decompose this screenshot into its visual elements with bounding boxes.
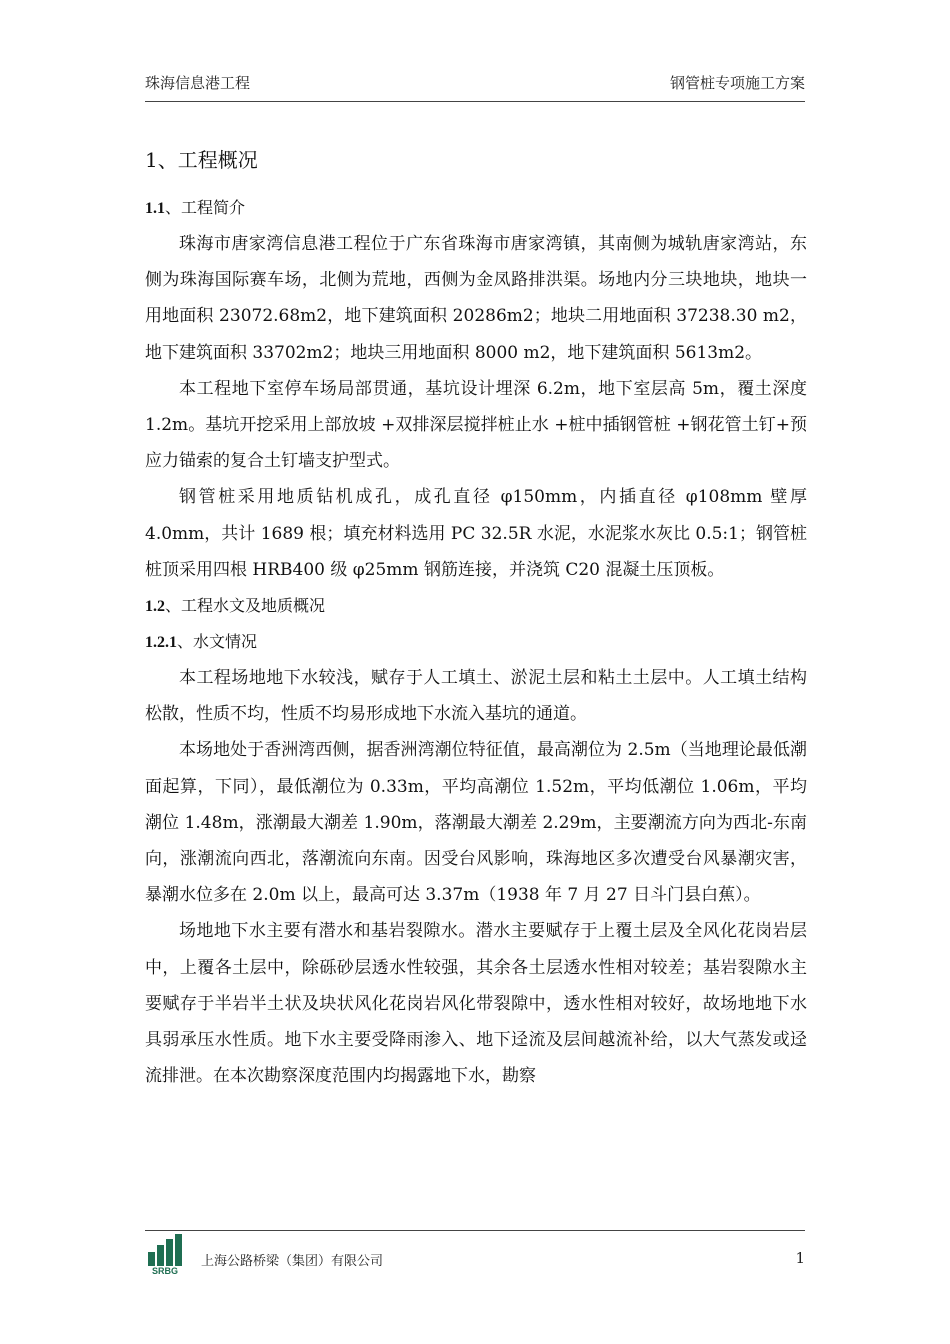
paragraph: 珠海市唐家湾信息港工程位于广东省珠海市唐家湾镇，其南侧为城轨唐家湾站，东侧为珠海国际赛车场，北侧为荒地，西侧为金凤路排洪渠。场地内分三块地块，地块一用地面积 23072.68m2，地下建筑面积 20286m2；地块二用地面积 37238.30 m2，地下建筑面积 33702m2；地块三用地面积 8000 m2，地下建筑面积 5613m2。 [145, 234, 807, 363]
page-number: 1 [795, 1249, 805, 1267]
paragraph: 本工程地下室停车场局部贯通，基坑设计埋深 6.2m，地下室层高 5m，覆土深度 1.2m。基坑开挖采用上部放坡 +双排深层搅拌桩止水 +桩中插钢管桩 +钢花管土钉+预应力锚索的复合土钉墙支护型式。 [145, 378, 807, 472]
header-divider [145, 101, 805, 102]
paragraph: 钢管桩采用地质钻机成孔，成孔直径 φ150mm，内插直径 φ108mm 壁厚 4.0mm，共计 1689 根；填充材料选用 PC 32.5R 水泥，水泥浆水灰比 0.5:1；钢管桩桩顶采用四根 HRB400 级 φ25mm 钢筋连接，并浇筑 C20 混凝土压顶板。 [145, 487, 807, 580]
footer-divider [145, 1230, 805, 1231]
paragraph: 本场地处于香洲湾西侧，据香洲湾潮位特征值，最高潮位为 2.5m（当地理论最低潮面起算，下同），最低潮位为 0.33m，平均高潮位 1.52m，平均低潮位 1.06m，平均潮位 1.48m，涨潮最大潮差 1.90m，落潮最大潮差 2.29m，主要潮流方向为西北-东南向，涨潮流向西北，落潮流向东南。因受台风影响，珠海地区多次遭受台风暴潮灾害，暴潮水位多在 2.0m 以上，最高可达 3.37m（1938 年 7 月 27 日斗门县白蕉）。 [145, 740, 807, 906]
header-project-name: 珠海信息港工程 [145, 74, 251, 92]
section-label: 、工程简介 [165, 198, 246, 217]
section-number: 1.2 [145, 598, 165, 616]
header-document-title: 钢管桩专项施工方案 [669, 74, 805, 92]
section-label: 、工程水文及地质概况 [165, 596, 326, 616]
paragraph: 本工程场地地下水较浅，赋存于人工填土、淤泥土层和粘土土层中。人工填土结构松散，性质不均，性质不均易形成地下水流入基坑的通道。 [145, 668, 807, 725]
footer-company-name: 上海公路桥梁（集团）有限公司 [201, 1254, 384, 1269]
section-1-heading: 1、工程概况 [145, 148, 258, 172]
section-number: 1.1 [145, 200, 165, 217]
section-label: 、水文情况 [177, 632, 258, 652]
section-1-2-heading [145, 588, 807, 624]
document-body [145, 144, 807, 1094]
logo-text: SRBG [151, 1266, 179, 1276]
paragraph: 场地地下水主要有潜水和基岩裂隙水。潜水主要赋存于上覆土层及全风化花岗岩层中，上覆各土层中，除砾砂层透水性较强，其余各土层透水性相对较差；基岩裂隙水主要赋存于半岩半土状及块状风化花岗岩风化带裂隙中，透水性相对较好，故场地地下水具弱承压水性质。地下水主要受降雨渗入、地下迳流及层间越流补给，以大气蒸发或迳流排泄。在本次勘察深度范围内均揭露地下水，勘察 [145, 921, 807, 1087]
srbg-logo-icon [145, 1232, 185, 1276]
section-1-1-heading [145, 190, 807, 226]
section-1-2-1-heading [145, 624, 807, 660]
section-number: 1.2.1 [145, 634, 177, 652]
